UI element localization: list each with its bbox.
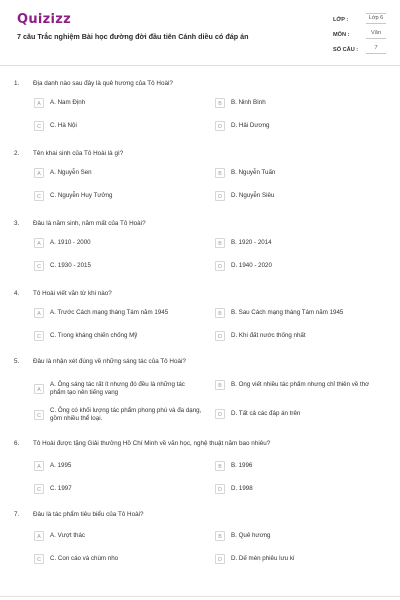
subject-value: Văn	[366, 29, 386, 39]
question-text: Đâu là tác phẩm tiêu biểu của Tô Hoài?	[33, 511, 144, 518]
option-letter: D	[215, 261, 225, 271]
question-text: Tên khai sinh của Tô Hoài là gì?	[33, 150, 124, 157]
question-number: 1.	[14, 80, 20, 87]
question-text: Tô Hoài viết văn từ khi nào?	[33, 290, 112, 297]
option-letter: B	[215, 461, 225, 471]
option-text: C. Con cáo và chùm nho	[50, 555, 119, 562]
option-text: C. 1930 - 2015	[50, 262, 91, 269]
option-text: B. Sau Cách mạng tháng Tám năm 1945	[231, 309, 344, 316]
option-text: A. Nam Định	[50, 99, 86, 106]
option-text: B. Ông viết nhiều tác phẩm nhưng chỉ thiên về thơ	[231, 381, 370, 388]
option-text: D. 1998	[231, 485, 253, 492]
option-letter: A	[34, 168, 44, 178]
option-letter: D	[215, 554, 225, 564]
option-text: C. 1997	[50, 485, 72, 492]
option-letter: C	[34, 554, 44, 564]
option-letter: B	[215, 380, 225, 390]
question-number: 7.	[14, 511, 20, 518]
worksheet-title: 7 câu Trắc nghiệm Bài học đường đời đầu tiên Cánh diều có đáp án	[17, 32, 249, 41]
option-letter: C	[34, 484, 44, 494]
option-letter: D	[215, 121, 225, 131]
question-number: 3.	[14, 220, 20, 227]
worksheet-header	[0, 0, 400, 66]
option-text: B. Nguyễn Tuấn	[231, 169, 276, 176]
option-letter: D	[215, 331, 225, 341]
option-text: D. Tất cả các đáp án trên	[231, 410, 301, 417]
option-text: A. 1910 - 2000	[50, 239, 91, 246]
option-letter: D	[215, 409, 225, 419]
question-count-value: 7	[366, 44, 386, 54]
question-count-label: SỐ CÂU :	[333, 47, 359, 53]
question-text: Địa danh nào sau đây là quê hương của Tô Hoài?	[33, 80, 173, 87]
option-text: C. Trong kháng chiến chống Mỹ	[50, 332, 138, 339]
option-text: A. Trước Cách mạng tháng Tám năm 1945	[50, 309, 169, 316]
option-letter: C	[34, 191, 44, 201]
option-text: B. Ninh Bình	[231, 99, 266, 106]
class-label: LỚP :	[333, 17, 349, 23]
option-text: B. 1996	[231, 462, 253, 469]
option-letter: B	[215, 98, 225, 108]
option-text: D. Nguyễn Siêu	[231, 192, 275, 199]
question-number: 5.	[14, 358, 20, 365]
option-text: D. 1940 - 2020	[231, 262, 272, 269]
question-number: 4.	[14, 290, 20, 297]
option-text: A. Vượt thác	[50, 532, 86, 539]
option-letter: B	[215, 308, 225, 318]
option-letter: D	[215, 191, 225, 201]
option-text: C. Ông có khối lượng tác phẩm phong phú và đa dạng, gồm nhiều thể loại.	[50, 407, 202, 422]
page-divider	[0, 596, 400, 597]
question-text: Đâu là năm sinh, năm mất của Tô Hoài?	[33, 220, 146, 227]
option-letter: A	[34, 384, 44, 394]
option-text: B. Quê hương	[231, 532, 271, 539]
option-text: A. 1995	[50, 462, 72, 469]
question-number: 2.	[14, 150, 20, 157]
option-text: D. Hải Dương	[231, 122, 270, 129]
option-letter: A	[34, 531, 44, 541]
option-letter: A	[34, 308, 44, 318]
question-text: Đâu là nhận xét đúng về những sáng tác của Tô Hoài?	[33, 358, 186, 365]
question-number: 6.	[14, 440, 20, 447]
option-text: C. Hà Nội	[50, 122, 77, 129]
option-letter: A	[34, 238, 44, 248]
option-letter: B	[215, 168, 225, 178]
option-text: A. Ông sáng tác rất ít nhưng đó đều là những tác phẩm tạo nên tiếng vang	[50, 381, 185, 396]
subject-label: MÔN :	[333, 32, 350, 38]
option-letter: A	[34, 98, 44, 108]
quizizz-logo: Quizizz	[17, 12, 72, 27]
option-letter: C	[34, 261, 44, 271]
option-text: D. Dế mèn phiêu lưu kí	[231, 555, 295, 562]
option-letter: D	[215, 484, 225, 494]
option-letter: A	[34, 461, 44, 471]
option-letter: C	[34, 410, 44, 420]
option-letter: B	[215, 531, 225, 541]
option-letter: B	[215, 238, 225, 248]
option-text: B. 1920 - 2014	[231, 239, 272, 246]
question-text: Tô Hoài được tặng Giải thưởng Hồ Chí Minh về văn học, nghệ thuật năm bao nhiêu?	[33, 440, 271, 447]
option-letter: C	[34, 331, 44, 341]
option-text: A. Nguyễn Sen	[50, 169, 92, 176]
option-letter: C	[34, 121, 44, 131]
class-value: Lớp 6	[366, 13, 386, 24]
option-text: D. Khi đất nước thống nhất	[231, 332, 306, 339]
option-text: C. Nguyễn Huy Tưởng	[50, 192, 113, 199]
